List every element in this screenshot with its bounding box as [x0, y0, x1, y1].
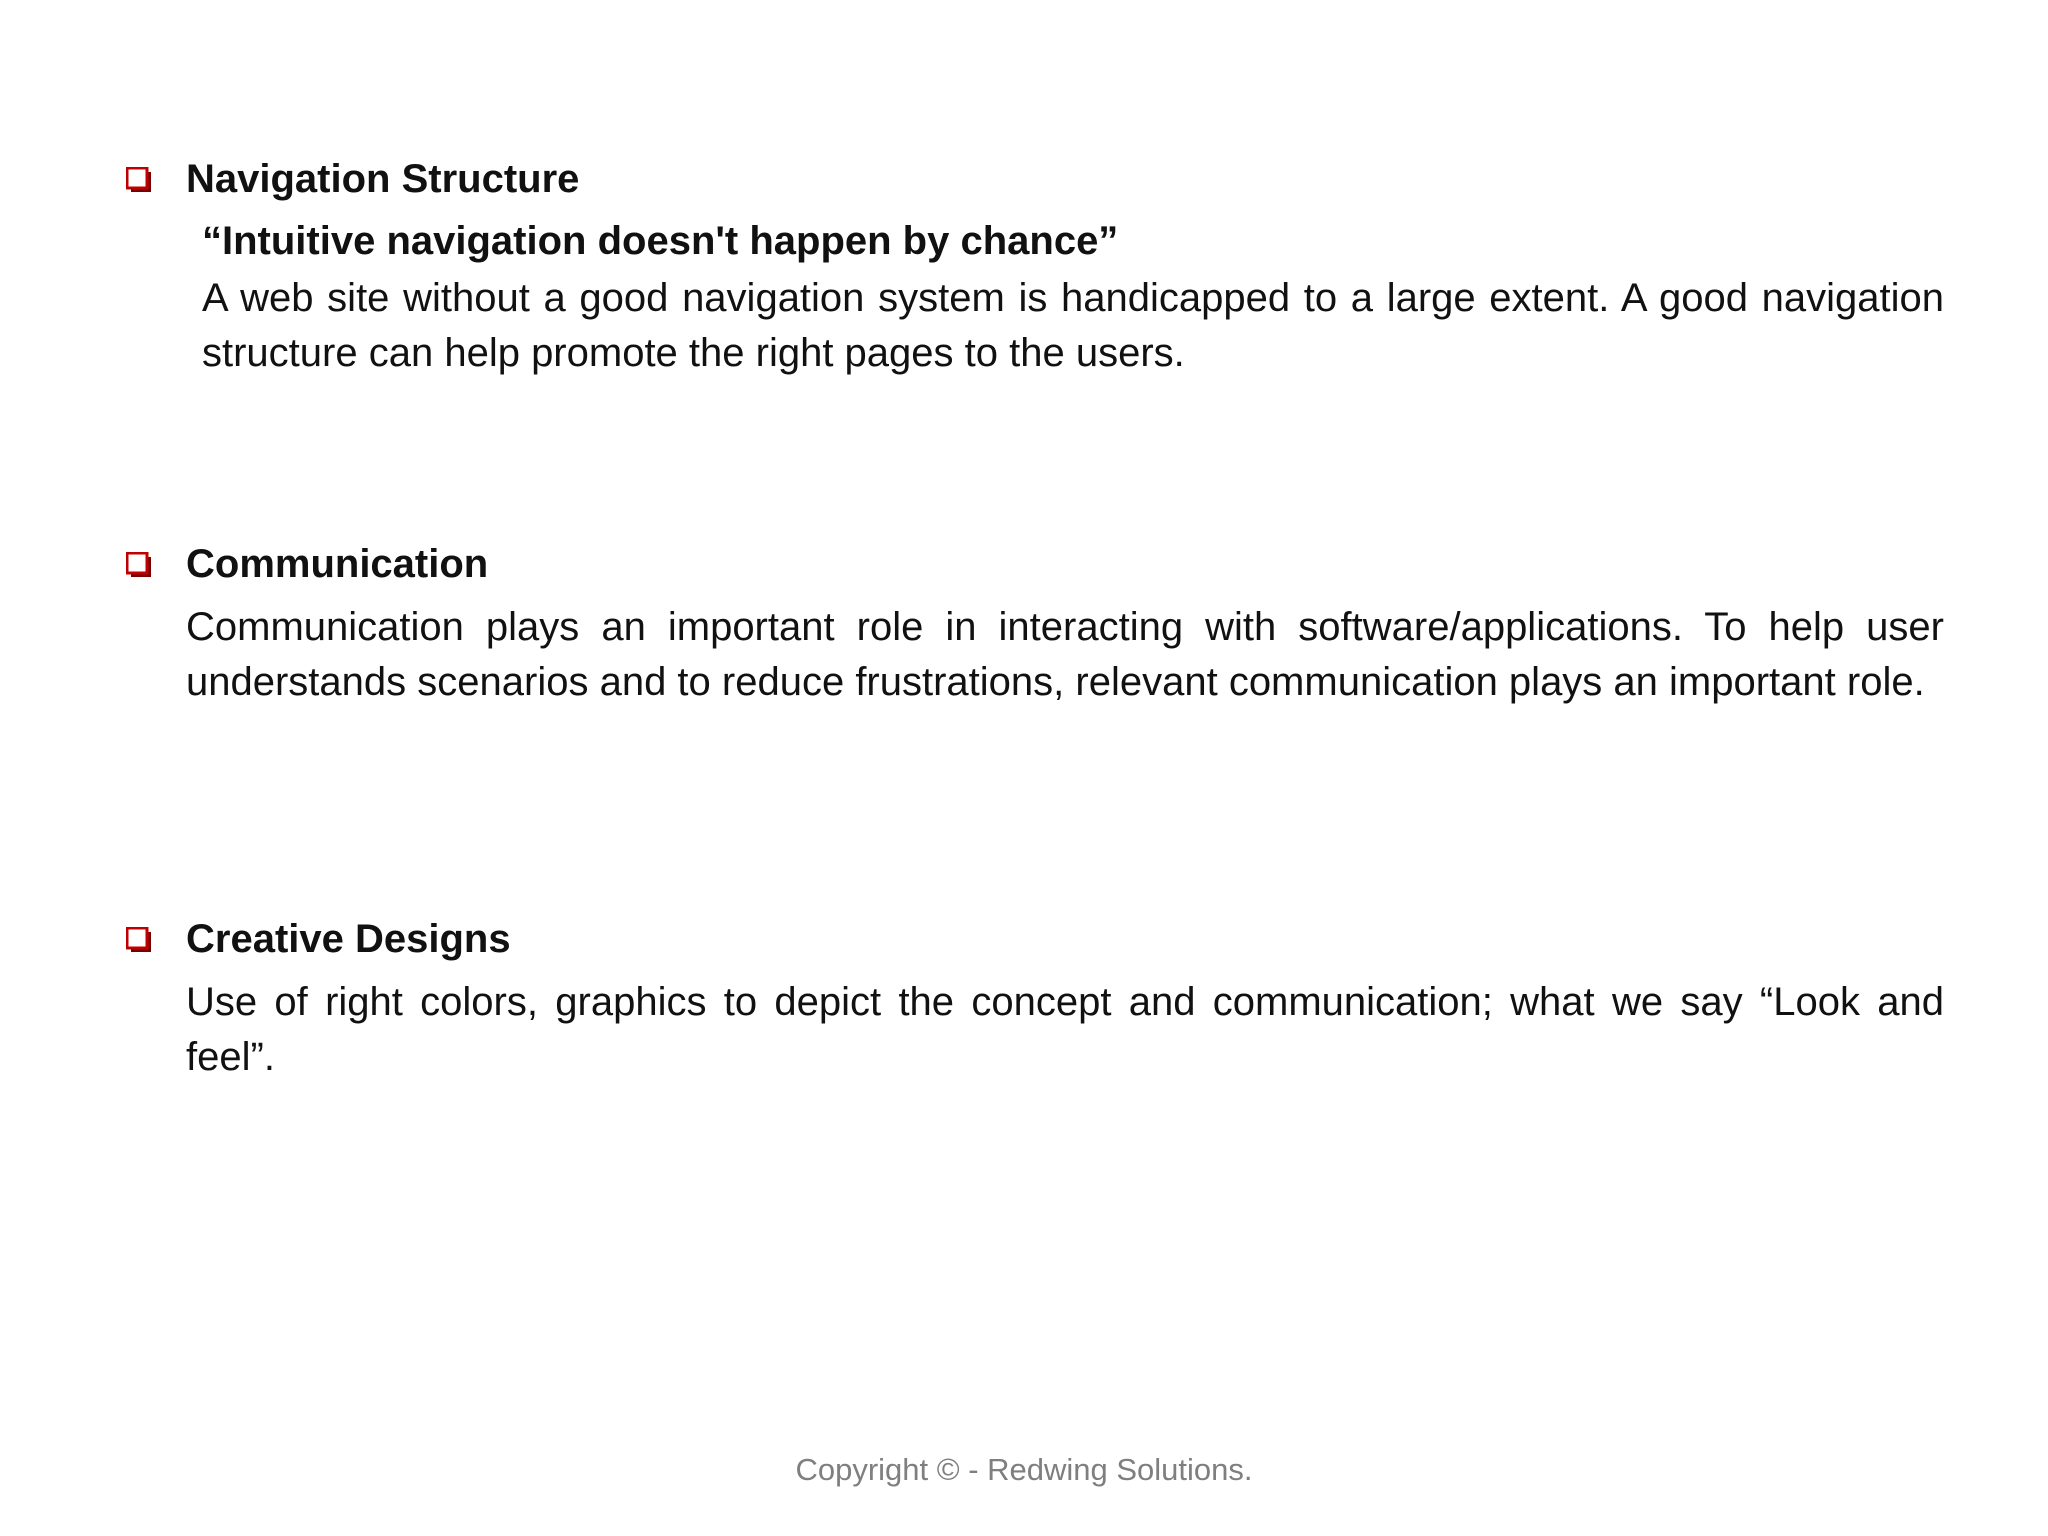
section-body: Use of right colors, graphics to depict the concept and communication; what we say “Look and feel”. — [186, 980, 1944, 1079]
section-body: Communication plays an important role in interacting with software/applications. To help user understands scenarios and to reduce frustrations, relevant communication plays an important role. — [186, 605, 1944, 704]
section-heading: Communication — [186, 541, 489, 586]
section-heading: Navigation Structure — [186, 156, 580, 201]
checkbox-bullet-icon — [126, 927, 150, 951]
footer-copyright: Copyright © - Redwing Solutions. — [795, 1452, 1253, 1487]
section-heading-row — [126, 151, 1946, 207]
section-heading-row — [126, 911, 1946, 967]
section-heading-row — [126, 536, 1946, 592]
section-body: A web site without a good navigation system is handicapped to a large extent. A good navigation structure can help promote the right pages to the users. — [202, 276, 1944, 375]
section-navigation-structure — [126, 151, 1946, 381]
section-quote: “Intuitive navigation doesn't happen by chance” — [202, 219, 1119, 263]
section-heading: Creative Designs — [186, 916, 511, 961]
section-creative-designs — [126, 911, 1946, 1085]
section-communication — [126, 536, 1946, 710]
checkbox-bullet-icon — [126, 552, 150, 576]
checkbox-bullet-icon — [126, 167, 150, 191]
